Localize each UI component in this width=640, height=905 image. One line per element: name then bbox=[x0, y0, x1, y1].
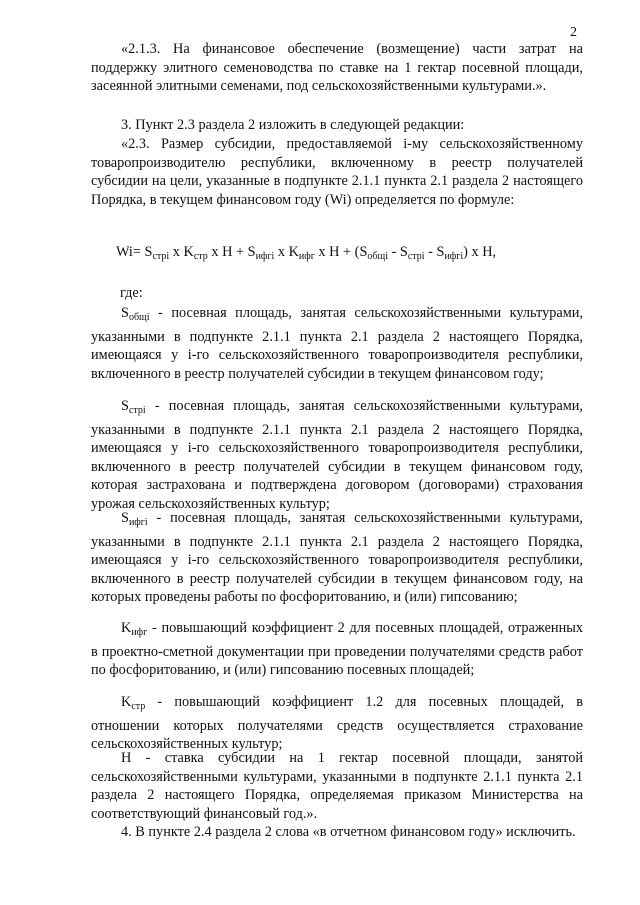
paragraph-item-3 bbox=[91, 116, 583, 135]
definition-s-ifg bbox=[91, 509, 583, 607]
formula-symbol: S bbox=[359, 244, 368, 260]
formula-operator: x H + bbox=[207, 244, 248, 260]
definition-s-str bbox=[91, 397, 583, 514]
formula-operator: - bbox=[424, 244, 437, 260]
formula-symbol: S bbox=[399, 244, 408, 260]
definition-subscript: ифгi bbox=[128, 517, 148, 528]
paragraph-2-3 bbox=[91, 135, 583, 209]
paragraph-text: 4. В пункте 2.4 раздела 2 слова «в отчетном финансовом году» исключить. bbox=[121, 824, 576, 840]
formula-lhs: Wi= bbox=[116, 244, 145, 260]
definition-k-ifg bbox=[91, 619, 583, 680]
definition-subscript: общi bbox=[128, 312, 150, 323]
formula-symbol: S bbox=[247, 244, 256, 260]
page-number: 2 bbox=[570, 25, 577, 40]
definition-text: - повышающий коэффициент 1.2 для посевных площадей, в отношении которых получателями средств осуществляется страхование сельскохозяйственных культур; bbox=[91, 694, 583, 753]
definition-text: - посевная площадь, занятая сельскохозяйственными культурами, указанными в подпункте 2.1.1 пункта 2.1 раздела 2 настоящего Порядка, имеющаяся у i-го сельскохозяйственного товаропроизводителя республики, включенного в реестр получателей субсидии в текущем финансовом году; bbox=[91, 305, 583, 382]
formula-subscript: стрi bbox=[152, 251, 170, 262]
subsidy-formula bbox=[116, 244, 496, 262]
definition-symbol: S bbox=[121, 305, 129, 321]
formula-operator: x H + ( bbox=[314, 244, 360, 260]
formula-operator: x bbox=[169, 244, 184, 260]
formula-subscript: стрi bbox=[407, 251, 425, 262]
formula-symbol: K bbox=[183, 244, 194, 260]
formula-subscript: ифг bbox=[298, 251, 315, 262]
definition-symbol: K bbox=[121, 620, 132, 636]
where-label: где: bbox=[120, 285, 143, 301]
definition-text: H - ставка субсидии на 1 гектар посевной площади, занятой сельскохозяйственными культурами, указанными в подпункте 2.1.1 пункта 2.1 раздела 2 настоящего Порядка, определяемая приказом Министерства на соответствующий финансовый год.». bbox=[91, 750, 583, 822]
formula-operator: ) x H, bbox=[463, 244, 497, 260]
definition-subscript: ифг bbox=[131, 627, 148, 638]
formula-subscript: общi bbox=[367, 251, 388, 262]
definition-text: - посевная площадь, занятая сельскохозяйственными культурами, указанными в подпункте 2.1.1 пункта 2.1 раздела 2 настоящего Порядка, имеющаяся у i-го сельскохозяйственного товаропроизводителя республики, включенного в реестр получателей субсидии в текущем финансовом году, на которых проведены работы по фосфоритованию, и (или) гипсованию; bbox=[91, 510, 583, 606]
paragraph-text: «2.3. Размер субсидии, предоставляемой i-му сельскохозяйственному товаропроизводителю республики, включенному в реестр получателей субсидии на цели, указанные в подпункте 2.1.1 пункта 2.1 раздела 2 настоящего Порядка, в текущем финансовом году (Wi) определяется по формуле: bbox=[91, 136, 583, 208]
definition-h bbox=[91, 749, 583, 823]
definition-symbol: S bbox=[121, 398, 129, 414]
paragraph-2-1-3 bbox=[91, 40, 583, 96]
formula-symbol: S bbox=[144, 244, 153, 260]
definition-text: - посевная площадь, занятая сельскохозяйственными культурами, указанными в подпункте 2.1.1 пункта 2.1 раздела 2 настоящего Порядка, имеющаяся у i-го сельскохозяйственного товаропроизводителя республики, включенного в реестр получателей субсидии в текущем финансовом году, которая застрахована и подтверждена договором (договорами) страхования урожая сельскохозяйственных культур; bbox=[91, 398, 583, 512]
definition-s-obsh bbox=[91, 304, 583, 383]
definition-symbol: K bbox=[121, 694, 132, 710]
formula-symbol: K bbox=[288, 244, 299, 260]
definition-subscript: стрi bbox=[128, 405, 146, 416]
formula-subscript: стр bbox=[193, 251, 208, 262]
formula-subscript: ифгi bbox=[444, 251, 464, 262]
formula-symbol: S bbox=[436, 244, 445, 260]
paragraph-item-4 bbox=[91, 823, 583, 842]
formula-operator: x bbox=[274, 244, 289, 260]
definition-subscript: стр bbox=[131, 701, 146, 712]
paragraph-text: «2.1.3. На финансовое обеспечение (возмещение) части затрат на поддержку элитного семеноводства по ставке на 1 гектар посевной площади, засеянной элитными семенами, под сельскохозяйственными культурами.». bbox=[91, 41, 583, 95]
paragraph-text: 3. Пункт 2.3 раздела 2 изложить в следующей редакции: bbox=[121, 117, 465, 133]
definition-symbol: S bbox=[121, 510, 129, 526]
definition-text: - повышающий коэффициент 2 для посевных площадей, отраженных в проектно-сметной документации при проведении получателями средств работ по фосфоритованию, и (или) гипсованию посевных площадей; bbox=[91, 620, 583, 679]
definition-k-str bbox=[91, 693, 583, 754]
formula-subscript: ифгi bbox=[255, 251, 275, 262]
formula-operator: - bbox=[387, 244, 400, 260]
